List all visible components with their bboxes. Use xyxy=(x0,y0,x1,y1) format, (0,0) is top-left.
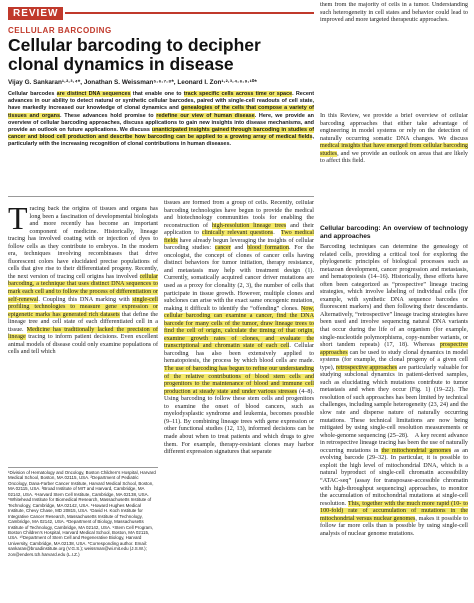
body-column-1 xyxy=(8,206,158,464)
highlighted-text: blood formation xyxy=(247,245,289,252)
highlighted-text: Now, cellular barcoding can examine a cancer, find the DNA barcode for many cells of the tumor, draw lineage trees to find the cell of origin, calculate the timing of that origin, examine growth rates of clones, and evaluate the transcriptional and chromatin state of each cell xyxy=(164,305,314,350)
text-run: are particularly valuable for studying subclonal dynamics in patient-derived samples, such as elucidating which mutations contribute to tumor metastasis and when they occur (Fig. 1) (19–22). The resolution of such approaches has been limited by technical challenges, including sample heterogeneity (23, 24) and the slow rate and disperse nature of naturally occurring mutations. These technical limitations are now being mitigated by using single-cell resolution measurements or whole-genome sequencing (25–28). xyxy=(320,364,468,439)
body-column-2 xyxy=(164,200,314,598)
text-run: , makes it possible to follow far more cells than is possible by using single-cell analysis of nuclear genome mutations. xyxy=(320,515,468,537)
affiliations-divider xyxy=(8,467,158,468)
text-run xyxy=(275,230,281,236)
highlighted-text: Medicine has traditionally lacked the precision of lineage xyxy=(8,326,158,341)
body-paragraph xyxy=(164,200,314,457)
text-run: Cellular barcodes xyxy=(8,91,57,97)
text-run: can be used to study clonal dynamics in model systems (for example, the clonal progeny of a given cell type), xyxy=(320,349,468,371)
body-paragraph-continued xyxy=(320,2,468,113)
highlighted-text: This, together with the much more rapid (10- to 100-fold) rate of accumulation of mutations in the mitochondrial versus nuclear genomes xyxy=(320,500,468,522)
abstract-divider xyxy=(8,196,314,197)
intro-text xyxy=(8,206,158,355)
text-run: . Here, we provide an overview of cellular barcoding approaches, discuss applications to gain new insights into disease mechanisms, and provide an outlook on future applications. We discuss xyxy=(8,112,314,134)
highlighted-text: cancer xyxy=(214,245,231,252)
text-run: have already begun leveraging the insights of cellular barcoding studies: xyxy=(164,237,314,252)
text-run: as an evolving barcode (29–32). In particular, it is possible to exploit the high level of mitochondrial DNA, which is a natural byproduct of single-cell chromatin accessibility “ATAC-seq” (assay for transposase-accessible chromatin with high-throughput sequencing) approaches, to monitor the accumulation of mitochondrial mutations at single-cell resolution. xyxy=(320,447,468,507)
text-run: . For the oncologist, the concept of clones of cancer cells having distinct behaviors for tumor initiation, therapy resistance, and metastasis may help with treatment design (1). Currently, somatically acquired cancer driver mutations are used as a proxy for clonality (2, 3), the number of cells that participate in tissue growth. However, multiple clones and subclones can arise with the exact same oncogenic mutation, making it difficult to identify the “offending” clones. xyxy=(164,245,314,312)
text-run: Barcoding techniques can determine the genealogy of related cells, providing a critical tool for exploring the phylogenetic principles of biological processes such as metazoan development, cancer progression and metastasis, and hematopoiesis (14–16). Historically, these efforts have often been categorized as “prospective” lineage tracing strategies, which involve labeling of individual cells (for example, with synthetic DNA sequence barcodes or fluorescent markers) and then following their descendants. Alternatively, “retrospective” lineage tracing strategies have been used and involve sequencing natural DNA variants that occur during the life of an organism (for example, single-nucleotide polymorphisms, copy-number variants, or short tandem repeats) (17, 18). Whereas xyxy=(320,244,468,349)
text-run: racing back the origins of tissues and organs has long been a fascination of developmental biologists and more recently has become an important component of medicine. Historically, lineage tracing has involved coating with or injection of dyes to follow cells as they contribute to embryos. In the modern era, techniques involving recombinases that drive fluorescent colors have elucidated precise populations of cells that give rise to their differentiated progeny. Recently, the next version of tracing cell origins has involved xyxy=(8,206,158,280)
text-run: tissues are formed from a group of cells. Recently, cellular barcoding technologies have begun to provide the medical and biotechnology communities tools for enabling the reconstruction of xyxy=(164,200,314,229)
text-run: , particularly with the increasing recognition of clonal contributions in human diseases. xyxy=(8,134,314,148)
highlighted-text: redefine our view of human disease xyxy=(156,112,255,119)
highlighted-text: unanticipated insights gained through barcoding in studies of cancer and blood cell production and describe how barcoding can be applied to a growing array of medical fields xyxy=(8,127,314,141)
review-tag: REVIEW xyxy=(8,7,63,20)
body-column-3 xyxy=(320,2,468,600)
highlighted-text: track specific cells across time or space xyxy=(183,91,293,97)
highlighted-text: cellular barcoding, a technique that uses distinct DNA sequences to mark each cell and to follow the process of differentiation or self-renewal xyxy=(8,273,158,303)
technology-paragraph xyxy=(320,244,468,587)
highlighted-text: the mitochondrial genomes xyxy=(381,447,452,454)
highlighted-text: clinically relevant questions xyxy=(201,230,274,237)
text-run: (4–8). Using barcoding to follow these stem cells and progenitors to examine the onset of blood cancers, such as myelodysplastic syndrome and leukemia, becomes possible (9–11). By combining lineage trees with gene expression or other functional studies (12, 13), informed decisions can be made about when to treat patients and which drugs to give them. For example, therapy-resistant clones may harbor different expression signatures that separate xyxy=(164,388,314,456)
text-run: tracing to inform patient decisions. Even excellent animal models of disease could only examine populations of cells and tell which xyxy=(8,334,158,356)
affiliations: ¹Division of Hematology and Oncology, Boston Children’s Hospital, Harvard Medical School, Boston, MA 02115, USA. ²Department of Pediatric Oncology, Dana-Farber Cancer Institute, Harvard Medical School, Boston, MA 02115, USA. ³Broad Institute of MIT and Harvard, Cambridge, MA 02142, USA. ⁴Harvard Stem Cell Institute, Cambridge, MA 02138, USA. ⁵Whitehead Institute for Biomedical Research, Massachusetts Institute of Technology, Cambridge, MA 02142, USA. ⁶Howard Hughes Medical Institute, Chevy Chase, MD 20815, USA. ⁷David H. Koch Institute for Integrative Cancer Research, Massachusetts Institute of Technology, Cambridge, MA 02142, USA. ⁸Department of Biology, Massachusetts Institute of Technology, Cambridge, MA 02142, USA. ⁹Stem Cell Program, Boston Children’s Hospital, Harvard Medical School, Boston, MA 02115, USA. ¹⁰Department of Stem Cell and Regenerative Biology, Harvard University, Cambridge, MA 02138, USA. *Corresponding author. Email: sankaran@broadinstitute.org (V.G.S.); weissman@wi.mit.edu (J.S.W.); zon@enders.tch.harvard.edu (L.I.Z.) xyxy=(8,470,156,557)
section-label: CELLULAR BARCODING xyxy=(8,26,112,35)
text-run: and their application to xyxy=(164,222,314,237)
text-run: . These advances hold promise to xyxy=(60,112,157,119)
highlighted-text: genealogies of the cells that compose a variety of tissues and organs xyxy=(8,105,314,119)
highlighted-text: high-resolution lineage trees xyxy=(211,222,287,229)
text-run: them from the majority of cells in a tumor. Understanding such heterogeneity in cell states and behavior could lead to improved and more targeted therapeutic approaches. xyxy=(320,2,468,24)
highlighted-text: Two medical fields xyxy=(164,230,314,244)
text-run: and xyxy=(230,245,248,252)
article-title: Cellular barcoding to decipher clonal dynamics in disease xyxy=(8,35,261,74)
text-run: that define the lineage tree and cell state of each differentiated cell in a tissue. xyxy=(8,311,158,333)
text-run: . Recent advances in our ability to detect natural or synthetic cellular barcodes, paired with single-cell readouts of cell state, have markedly increased our knowledge of clonal dynamics and xyxy=(8,91,314,112)
review-header xyxy=(8,5,314,21)
abstract xyxy=(8,91,314,191)
highlighted-text: retrospective approaches xyxy=(335,364,398,371)
text-run: . Cellular barcoding has also been extensively applied to hematopoiesis, the process by which blood cells are made. xyxy=(164,343,314,365)
text-run: , and we provide an outlook on areas that are likely to affect this field. xyxy=(320,150,468,165)
highlighted-text: prospective approaches xyxy=(320,342,468,356)
highlighted-text: The use of barcoding has begun to refine our understanding of the relative contributions of blood stem cells and progenitors to the maintenance of blood and immune cell production at steady state and under various stresses xyxy=(164,366,314,395)
highlighted-text: single-cell profiling technologies to measure gene expression or epigenetic marks has generated rich datasets xyxy=(8,296,158,318)
text-run: . Coupling this DNA marking with xyxy=(38,296,133,303)
review-overview-paragraph xyxy=(320,113,468,219)
text-run: . xyxy=(273,230,275,237)
text-run: that enable one to xyxy=(130,91,184,97)
header-rule xyxy=(65,12,314,14)
highlighted-text: are distinct DNA sequences xyxy=(56,91,131,97)
text-run: A key recent advance in retrospective lineage tracing has been the use of naturally occurring mutations in xyxy=(320,432,468,454)
highlighted-text: medical insights that have emerged from cellular barcoding studies xyxy=(320,143,468,157)
section-heading: Cellular barcoding: An overview of technology and approaches xyxy=(320,225,468,240)
intro-paragraph xyxy=(8,206,158,357)
drop-cap: T xyxy=(8,206,28,236)
text-run: In this Review, we provide a brief overview of cellular barcoding approaches that either take advantage of engineering in model systems or rely on the detection of naturally occurring somatic DNA changes. We discuss xyxy=(320,113,468,142)
author-list: Vijay G. Sankaran¹·²·³·⁴*, Jonathan S. Weissman⁵·⁶·⁷·⁸*, Leonard I. Zon¹·²·³·⁴·⁶·⁹·¹⁰* xyxy=(8,79,257,86)
